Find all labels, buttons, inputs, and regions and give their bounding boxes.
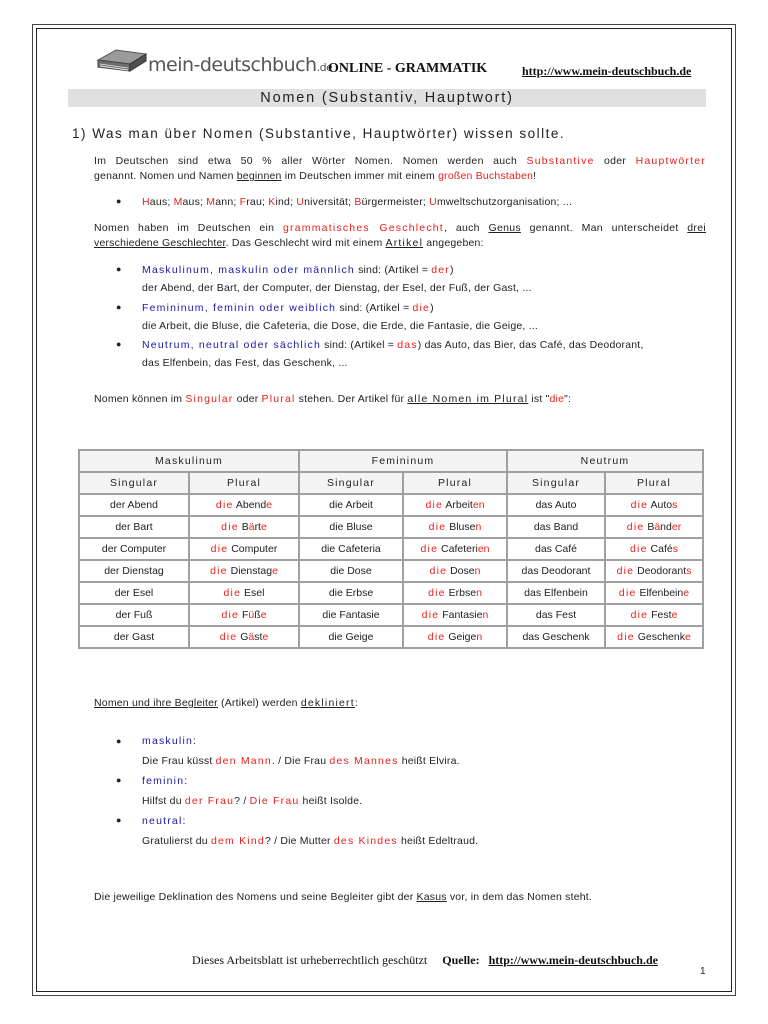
term-genus: Genus — [488, 222, 521, 234]
declension-example-feminin: Hilfst du der Frau? / Die Frau heißt Isolde. — [142, 795, 363, 807]
table-cell: das Café — [508, 539, 604, 559]
site-logo[interactable] — [96, 44, 333, 80]
table-cell: der Computer — [80, 539, 188, 559]
table-cell: die Feste — [606, 605, 702, 625]
genus-line-1: Nomen haben im Deutschen ein grammatisches Geschlecht, auch Genus genannt. Man unterscheidet drei — [94, 222, 706, 234]
page-number: 1 — [700, 966, 706, 977]
capital-example: Kind; — [268, 196, 297, 208]
term-beginnen: beginnen — [236, 170, 282, 182]
term-kasus: Kasus — [416, 891, 447, 903]
table-cell: die Dose — [300, 561, 402, 581]
capital-example: Umweltschutzorganisation; ... — [429, 196, 573, 208]
table-cell: die Füße — [190, 605, 298, 625]
declension-closing: Die jeweilige Deklination des Nomens und seine Begleiter gibt der Kasus vor, in dem das Nomen steht. — [94, 891, 593, 903]
table-cell: der Gast — [80, 627, 188, 647]
gender-femininum: Femininum, feminin oder weiblich sind: (Artikel = die) — [142, 302, 434, 314]
plural-sentence: Nomen können im Singular oder Plural stehen. Der Artikel für alle Nomen im Plural ist "die": — [94, 393, 572, 405]
table-cell: die Bänder — [606, 517, 702, 537]
term-nomen-und-begleiter: Nomen und ihre Begleiter — [94, 697, 218, 709]
table-cell: der Esel — [80, 583, 188, 603]
gender-maskulinum: Maskulinum, maskulin oder männlich sind: (Artikel = der) — [142, 264, 454, 276]
table-cell: die Erbse — [300, 583, 402, 603]
declension-table — [78, 449, 704, 649]
intro-line-1: Im Deutschen sind etwa 50 % aller Wörter Nomen. Nomen werden auch Substantive oder Hauptwörter — [94, 155, 706, 167]
term-dekliniert: dekliniert — [300, 697, 355, 709]
bullet-icon: ● — [116, 264, 122, 274]
table-row — [80, 561, 702, 581]
table-cell: die Cafeteria — [300, 539, 402, 559]
gender-neutrum: Neutrum, neutral oder sächlich sind: (Artikel = das) das Auto, das Bier, das Café, das Deodorant, — [142, 339, 644, 351]
declension-intro: Nomen und ihre Begleiter (Artikel) werden dekliniert: — [94, 697, 358, 709]
table-cell: die Dienstage — [190, 561, 298, 581]
declension-label-feminin: feminin: — [142, 775, 188, 787]
table-subheader-row — [80, 473, 702, 493]
term-grammatisches-geschlecht: grammatisches Geschlecht — [283, 222, 444, 234]
table-cell: die Abende — [190, 495, 298, 515]
table-row — [80, 583, 702, 603]
section-heading: 1) Was man über Nomen (Substantive, Hauptwörter) wissen sollte. — [72, 126, 566, 141]
table-cell: die Erbsen — [404, 583, 506, 603]
table-cell: das Elfenbein — [508, 583, 604, 603]
table-cell: die Geige — [300, 627, 402, 647]
table-cell: der Abend — [80, 495, 188, 515]
table-body — [80, 495, 702, 647]
table-cell: das Geschenk — [508, 627, 604, 647]
header-url-link[interactable]: http://www.mein-deutschbuch.de — [522, 64, 692, 78]
capital-examples — [142, 196, 572, 208]
group-neutrum: Neutrum — [508, 451, 702, 471]
term-grosser-buchstabe: großen Buchstaben — [438, 170, 534, 182]
table-row — [80, 495, 702, 515]
bullet-icon: ● — [116, 736, 122, 746]
table-cell: der Dienstag — [80, 561, 188, 581]
gender-neutrum-examples: das Elfenbein, das Fest, das Geschenk, ... — [142, 357, 348, 369]
table-cell: das Auto — [508, 495, 604, 515]
table-cell: die Dosen — [404, 561, 506, 581]
footer-source-label: Quelle: — [442, 953, 480, 967]
term-artikel: Artikel — [385, 237, 424, 249]
logo-wordmark — [148, 54, 332, 76]
bullet-icon: ● — [116, 196, 122, 206]
table-cell: das Band — [508, 517, 604, 537]
table-cell: die Blusen — [404, 517, 506, 537]
gender-femininum-examples: die Arbeit, die Bluse, die Cafeteria, die Dose, die Erde, die Fantasie, die Geige, ... — [142, 320, 538, 332]
table-cell: der Fuß — [80, 605, 188, 625]
header-title: ONLINE - GRAMMATIK — [328, 61, 488, 76]
footer-copyright: Dieses Arbeitsblatt ist urheberrechtlich geschützt — [192, 953, 428, 967]
term-drei: drei — [687, 222, 706, 234]
subheader-cell: Singular — [80, 473, 188, 493]
logo-main: mein-deutschbuch — [148, 54, 317, 76]
capital-example: Mann; — [206, 196, 240, 208]
term-geschlechter: verschiedene Geschlechter — [94, 237, 226, 249]
term-singular: Singular — [185, 393, 234, 405]
footer-source-link[interactable]: http://www.mein-deutschbuch.de — [488, 953, 658, 967]
table-cell: das Fest — [508, 605, 604, 625]
capital-example: Haus; — [142, 196, 174, 208]
table-cell: der Bart — [80, 517, 188, 537]
bullet-icon: ● — [116, 815, 122, 825]
declension-example-neutral: Gratulierst du dem Kind? / Die Mutter des Kindes heißt Edeltraud. — [142, 835, 479, 847]
table-cell: die Elfenbeine — [606, 583, 702, 603]
declension-example-maskulin: Die Frau küsst den Mann. / Die Frau des Mannes heißt Elvira. — [142, 755, 460, 767]
subheader-cell: Plural — [404, 473, 506, 493]
term-die: die — [549, 393, 565, 405]
table-cell: die Gäste — [190, 627, 298, 647]
group-femininum: Femininum — [300, 451, 506, 471]
term-hauptwoerter: Hauptwörter — [635, 155, 706, 167]
table-row — [80, 627, 702, 647]
capital-example: Bürgermeister; — [354, 196, 430, 208]
bullet-icon: ● — [116, 775, 122, 785]
table-cell: die Autos — [606, 495, 702, 515]
table-cell: die Fantasie — [300, 605, 402, 625]
table-cell: die Cafés — [606, 539, 702, 559]
page-title: Nomen (Substantiv, Hauptwort) — [68, 89, 706, 107]
term-substantive: Substantive — [526, 155, 595, 167]
capital-example: Universität; — [296, 196, 355, 208]
table-cell: die Deodorants — [606, 561, 702, 581]
table-cell: die Fantasien — [404, 605, 506, 625]
table-cell: die Geschenke — [606, 627, 702, 647]
genus-line-2: verschiedene Geschlechter. Das Geschlecht wird mit einem Artikel angegeben: — [94, 237, 484, 249]
table-row — [80, 517, 702, 537]
table-cell: die Bluse — [300, 517, 402, 537]
table-group-header-row — [80, 451, 702, 471]
table-row — [80, 539, 702, 559]
gender-maskulinum-examples: der Abend, der Bart, der Computer, der Dienstag, der Esel, der Fuß, der Gast, ... — [142, 282, 532, 294]
bullet-icon: ● — [116, 339, 122, 349]
declension-label-neutral: neutral: — [142, 815, 186, 827]
table-row — [80, 605, 702, 625]
table-cell: die Arbeit — [300, 495, 402, 515]
table-cell: das Deodorant — [508, 561, 604, 581]
table-cell: die Cafeterien — [404, 539, 506, 559]
intro-line-2: genannt. Nomen und Namen beginnen im Deutschen immer mit einem großen Buchstaben! — [94, 170, 537, 182]
table-cell: die Geigen — [404, 627, 506, 647]
capital-example: Maus; — [173, 196, 207, 208]
group-maskulinum: Maskulinum — [80, 451, 298, 471]
subheader-cell: Plural — [190, 473, 298, 493]
subheader-cell: Plural — [606, 473, 702, 493]
bullet-icon: ● — [116, 302, 122, 312]
subheader-cell: Singular — [300, 473, 402, 493]
book-logo-icon — [96, 46, 148, 76]
footer — [192, 953, 658, 968]
table-cell: die Arbeiten — [404, 495, 506, 515]
table-cell: die Bärte — [190, 517, 298, 537]
logo-suffix: .de — [316, 61, 333, 74]
subheader-cell: Singular — [508, 473, 604, 493]
term-plural: Plural — [261, 393, 296, 405]
declension-label-maskulin: maskulin: — [142, 735, 197, 747]
table-cell: die Esel — [190, 583, 298, 603]
table-cell: die Computer — [190, 539, 298, 559]
capital-example: Frau; — [239, 196, 269, 208]
term-alle-nomen-im-plural: alle Nomen im Plural — [407, 393, 529, 405]
